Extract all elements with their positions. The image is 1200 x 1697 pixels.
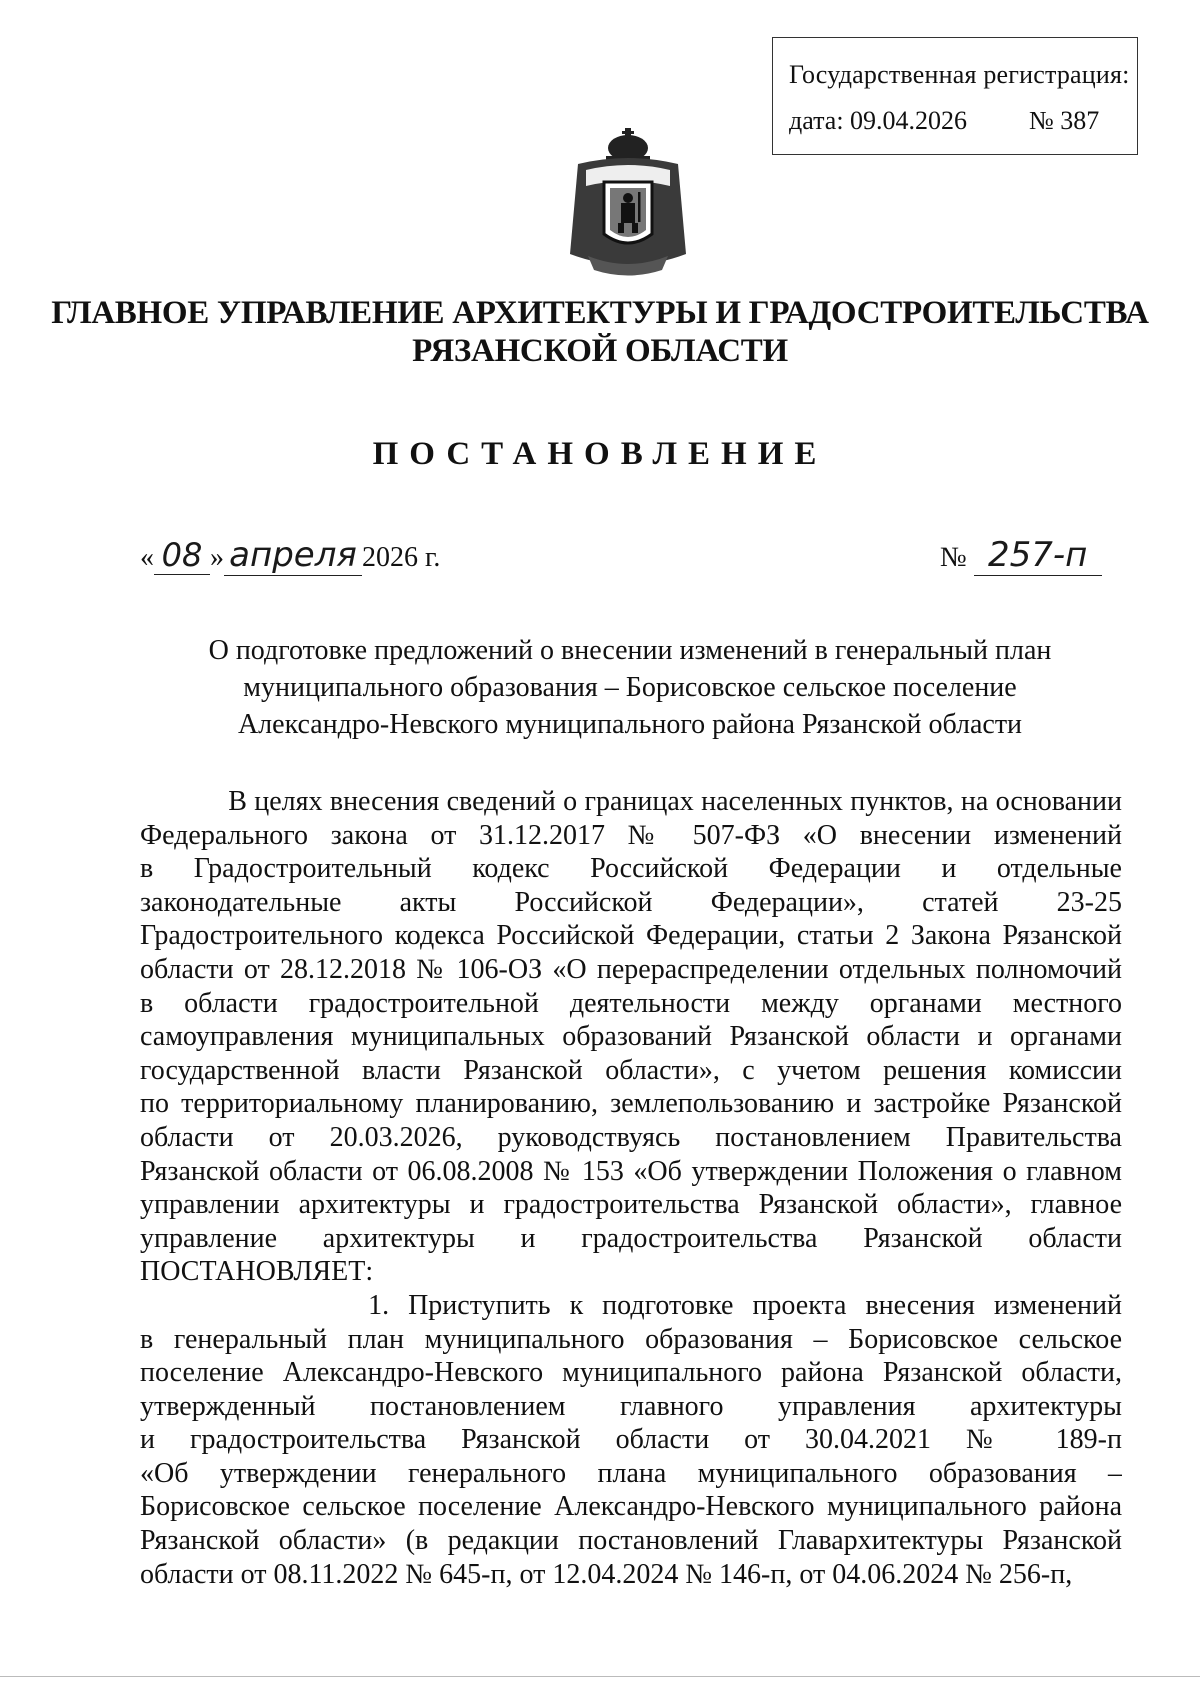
body-text-line: и градостроительства Рязанской области от 30.04.2021 № 189-п (140, 1424, 1122, 1456)
registration-number: № 387 (1029, 106, 1100, 135)
body-text-line: управление архитектуры и градостроительства Рязанской области (140, 1222, 1122, 1254)
body-text-line: Федерального закона от 31.12.2017 № 507-ФЗ «О внесении изменений (140, 819, 1122, 851)
registration-date: дата: 09.04.2026 (789, 106, 968, 135)
document-date (140, 535, 440, 576)
document-subject (140, 632, 1120, 743)
body-text-line: в Градостроительный кодекс Российской Федерации и отдельные (140, 853, 1122, 885)
body-text-line: области от 08.11.2022 № 645-п, от 12.04.2024 № 146-п, от 04.06.2024 № 256-п, (140, 1558, 1073, 1590)
registration-stamp (772, 37, 1138, 155)
body-text-line: в генеральный план муниципального образования – Борисовское сельское (140, 1323, 1122, 1355)
body-text-line: в области градостроительной деятельности между органами местного (140, 987, 1122, 1019)
body-text-line: области от 20.03.2026, руководствуясь постановлением Правительства (140, 1121, 1122, 1153)
handwritten-number: 257-п (974, 535, 1102, 576)
subject-line: Александро-Невского муниципального района Рязанской области (237, 709, 1023, 740)
document-number (940, 535, 1102, 576)
coat-of-arms-emblem (558, 126, 698, 281)
date-open-quote: « (140, 542, 154, 573)
body-text-line: Градостроительного кодекса Российской Федерации, статьи 2 Закона Рязанской (140, 920, 1122, 952)
handwritten-month: апреля (224, 535, 362, 576)
body-text-line: Рязанской области от 06.08.2008 № 153 «Об утверждении Положения о главном (140, 1155, 1122, 1187)
date-close-quote: » (210, 542, 224, 573)
registration-details (789, 106, 1100, 136)
body-text-line: В целях внесения сведений о границах населенных пунктов, на основании (140, 786, 1122, 817)
document-body (140, 785, 1122, 1591)
body-text-line: Борисовское сельское поселение Александро-Невского муниципального района (140, 1491, 1122, 1523)
body-text-line: управлении архитектуры и градостроительства Рязанской области», главное (140, 1189, 1122, 1221)
registration-title: Государственная регистрация: (789, 60, 1130, 89)
subject-line: О подготовке предложений о внесении изменений в генеральный план (208, 635, 1052, 666)
body-text-line: Рязанской области» (в редакции постановлений Главархитектуры Рязанской (140, 1525, 1122, 1557)
body-text-line: области от 28.12.2018 № 106-ОЗ «О перераспределении отдельных полномочий (140, 953, 1122, 985)
body-text-line: государственной власти Рязанской области», с учетом решения комиссии (140, 1054, 1122, 1086)
subject-line: муниципального образования – Борисовское сельское поселение (243, 672, 1017, 703)
body-text-line: самоуправления муниципальных образований Рязанской области и органами (140, 1021, 1122, 1053)
handwritten-day: 08 (154, 536, 210, 575)
page-bottom-edge (0, 1676, 1200, 1677)
date-year: 2026 г. (362, 542, 441, 573)
body-text-line: ПОСТАНОВЛЯЕТ: (140, 1256, 374, 1288)
body-text-line: утвержденный постановлением главного управления архитектуры (140, 1390, 1122, 1422)
body-text-line: по территориальному планированию, землепользованию и застройке Рязанской (140, 1088, 1122, 1120)
body-text-line: «Об утверждении генерального плана муниципального образования – (140, 1457, 1122, 1489)
organization-name-line2: РЯЗАНСКОЙ ОБЛАСТИ (412, 333, 788, 369)
body-text-line: законодательные акты Российской Федерации», статей 23-25 (140, 886, 1122, 918)
body-text-line: 1. Приступить к подготовке проекта внесения изменений (140, 1289, 1122, 1321)
organization-name-line1: ГЛАВНОЕ УПРАВЛЕНИЕ АРХИТЕКТУРЫ И ГРАДОСТРОИТЕЛЬСТВА (51, 295, 1149, 331)
number-prefix: № (940, 542, 967, 573)
body-text-line: поселение Александро-Невского муниципального района Рязанской области, (140, 1357, 1122, 1389)
document-type-heading: ПОСТАНОВЛЕНИЕ (372, 436, 828, 472)
